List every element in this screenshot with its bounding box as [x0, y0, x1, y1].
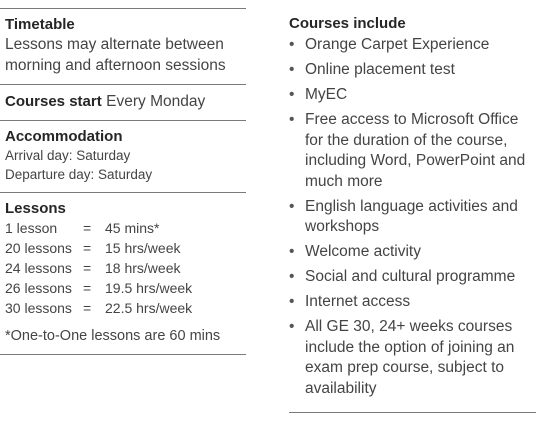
- accommodation-section: [0, 121, 246, 192]
- lesson-duration: 15 hrs/week: [105, 240, 181, 256]
- equals-sign: =: [83, 300, 92, 316]
- courses-include-section: [289, 8, 536, 412]
- timetable-text: Lessons may alternate between morning and afternoon sessions: [5, 36, 226, 74]
- courses-start-value: Every Monday: [106, 93, 206, 110]
- list-item-text: Welcome activity: [305, 243, 421, 260]
- arrival-day: Arrival day: Saturday: [5, 148, 131, 163]
- lesson-duration: 45 mins*: [105, 220, 160, 236]
- table-row: [5, 218, 192, 238]
- table-row: [5, 298, 192, 318]
- list-item: [289, 197, 536, 238]
- lesson-duration: 22.5 hrs/week: [105, 300, 193, 316]
- departure-day: Departure day: Saturday: [5, 167, 153, 182]
- bullet-icon: •: [289, 111, 295, 128]
- lessons-table: [5, 218, 192, 318]
- lesson-duration: 18 hrs/week: [105, 260, 181, 276]
- divider: [289, 412, 536, 413]
- table-row: [5, 258, 192, 278]
- bullet-icon: •: [289, 293, 295, 310]
- accommodation-heading: Accommodation: [5, 128, 123, 145]
- left-column: [0, 8, 246, 355]
- equals-sign: =: [83, 240, 92, 256]
- lesson-count: 26 lessons: [5, 280, 72, 296]
- lesson-duration: 19.5 hrs/week: [105, 280, 193, 296]
- divider: [0, 354, 246, 355]
- lessons-heading: Lessons: [5, 200, 66, 217]
- bullet-icon: •: [289, 197, 295, 215]
- list-item-text: Orange Carpet Experience: [305, 36, 490, 53]
- list-item-text: Free access to Microsoft Office for the duration of the course, including Word, PowerPoint and much more: [305, 111, 526, 190]
- table-row: [5, 238, 192, 258]
- courses-start-label: Courses start: [5, 93, 102, 110]
- list-item-text: Internet access: [305, 293, 411, 310]
- courses-include-list: [289, 35, 536, 399]
- list-item-text: Social and cultural programme: [305, 268, 516, 285]
- equals-sign: =: [83, 260, 92, 276]
- bullet-icon: •: [289, 243, 295, 260]
- lesson-count: 24 lessons: [5, 260, 72, 276]
- lesson-count: 30 lessons: [5, 300, 72, 316]
- equals-sign: =: [83, 280, 92, 296]
- bullet-icon: •: [289, 268, 295, 285]
- timetable-section: [0, 9, 246, 84]
- list-item: [289, 85, 536, 106]
- list-item-text: All GE 30, 24+ weeks courses include the option of joining an exam prep course, subject to availability: [305, 318, 515, 397]
- bullet-icon: •: [289, 318, 295, 335]
- bullet-icon: •: [289, 61, 295, 78]
- timetable-heading: Timetable: [5, 16, 75, 33]
- list-item: [289, 317, 536, 399]
- bullet-icon: •: [289, 86, 295, 103]
- list-item: [289, 242, 536, 263]
- list-item-text: Online placement test: [305, 61, 455, 78]
- list-item-text: English language activities and workshops: [305, 197, 518, 235]
- lesson-count: 1 lesson: [5, 220, 58, 236]
- bullet-icon: •: [289, 36, 295, 53]
- lesson-count: 20 lessons: [5, 240, 72, 256]
- equals-sign: =: [83, 220, 92, 236]
- lessons-note: *One-to-One lessons are 60 mins: [5, 328, 221, 344]
- list-item: [289, 292, 536, 313]
- list-item: [289, 35, 536, 56]
- courses-include-heading: Courses include: [289, 15, 406, 32]
- right-column: [289, 8, 536, 413]
- lessons-section: [0, 193, 246, 354]
- table-row: [5, 278, 192, 298]
- courses-start-section: [0, 85, 246, 120]
- list-item: [289, 60, 536, 81]
- list-item: [289, 267, 536, 288]
- list-item: [289, 110, 536, 192]
- list-item-text: MyEC: [305, 86, 348, 103]
